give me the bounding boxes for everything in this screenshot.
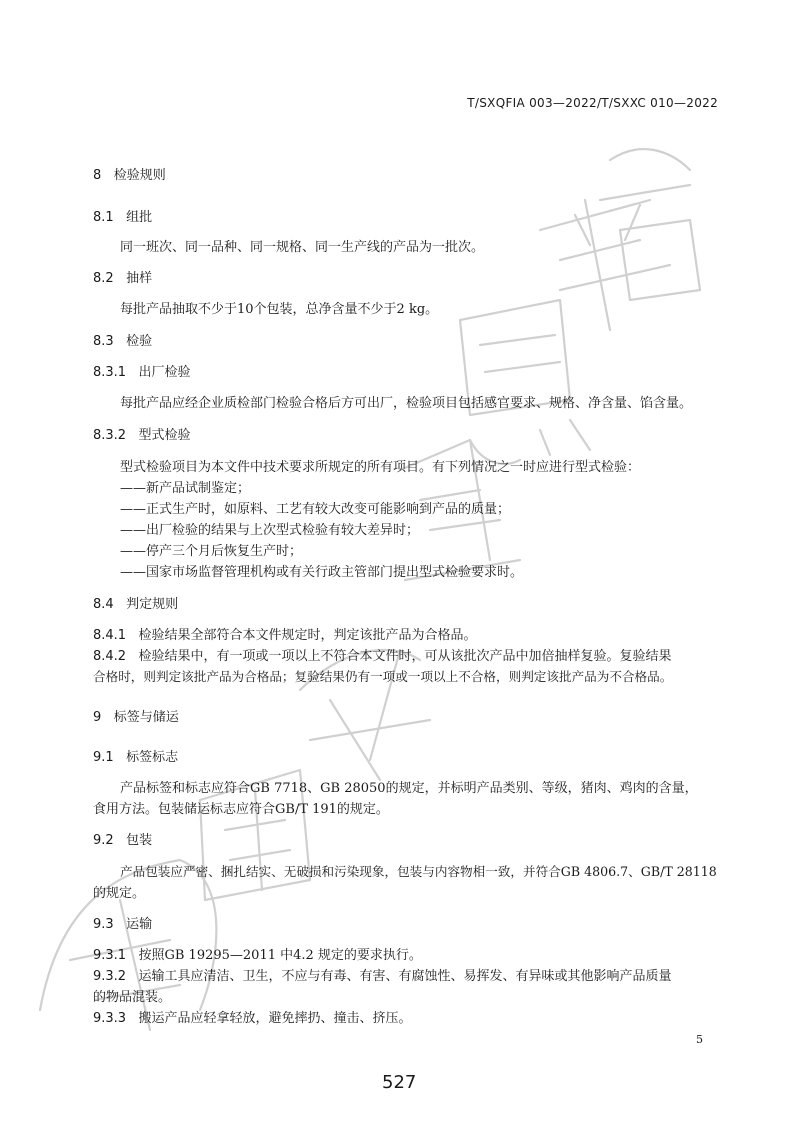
section-8-4-2-cont: 合格时，则判定该批产品为合格品；复验结果仍有一项或一项以上不合格，则判定该批产品为不合格品。: [93, 669, 673, 684]
section-number: 8.3.2: [93, 428, 127, 443]
section-9-3-2-cont: 的物品混装。: [93, 990, 172, 1005]
section-number: 8.4: [93, 597, 114, 612]
section-9-3-3: [93, 1007, 412, 1026]
section-9-2-text-cont: 的规定。: [93, 886, 146, 901]
section-8-1-text: 同一班次、同一品种、同一规格、同一生产线的产品为一批次。: [120, 240, 485, 255]
section-number: 8.3.1: [93, 365, 127, 380]
section-8-4-heading: [93, 593, 178, 612]
section-9-2-heading: [93, 829, 152, 848]
section-number: 9.3.1: [93, 948, 127, 963]
section-9-3-heading: [93, 913, 152, 932]
section-8-3-1-heading: [93, 361, 191, 380]
section-8-2-text: 每批产品抽取不少于10个包装，总净含量不少于2 kg。: [120, 302, 439, 317]
section-title: 型式检验: [138, 428, 191, 443]
section-title: 组批: [126, 210, 153, 225]
list-item: ——出厂检验的结果与上次型式检验有较大差异时；: [120, 523, 420, 538]
section-number: 9.3.2: [93, 969, 127, 984]
section-9-heading: [93, 706, 179, 725]
clause-text: 检验结果中，有一项或一项以上不符合本文件时，可从该批次产品中加倍抽样复验。复验结果: [138, 649, 672, 664]
section-number: 8.1: [93, 210, 114, 225]
section-9-3-1: [93, 944, 422, 963]
section-9-2-text: 产品包装应严密、捆扎结实、无破损和污染现象，包装与内容物相一致，并符合GB 4806.7、GB/T 28118: [120, 864, 717, 879]
clause-text: 按照GB 19295—2011 中4.2 规定的要求执行。: [138, 948, 422, 963]
section-number: 8.2: [93, 271, 114, 286]
list-item: ——国家市场监督管理机构或有关行政主管部门提出型式检验要求时。: [120, 565, 524, 580]
section-title: 包装: [126, 833, 153, 848]
section-number: 8.4.1: [93, 628, 127, 643]
section-9-1-text: 产品标签和标志应符合GB 7718、GB 28050的规定，并标明产品类别、等级，猪肉、鸡肉的含量，: [120, 781, 698, 796]
clause-text: 检验结果全部符合本文件规定时，判定该批产品为合格品。: [138, 628, 477, 643]
clause-text: 运输工具应清洁、卫生，不应与有毒、有害、有腐蚀性、易挥发、有异味或其他影响产品质量: [138, 969, 672, 984]
section-title: 出厂检验: [138, 365, 191, 380]
section-number: 9.1: [93, 750, 114, 765]
section-number: 9.3: [93, 917, 114, 932]
section-title: 标签与储运: [113, 710, 179, 725]
section-number: 8: [93, 168, 102, 183]
section-8-4-1: [93, 624, 477, 643]
clause-text: 搬运产品应轻拿轻放，避免摔扔、撞击、挤压。: [138, 1011, 412, 1026]
section-8-1-heading: [93, 206, 152, 225]
section-title: 标签标志: [126, 750, 179, 765]
section-8-3-2-heading: [93, 424, 191, 443]
page-number: 5: [696, 1033, 703, 1046]
section-title: 抽样: [126, 271, 153, 286]
section-title: 运输: [126, 917, 153, 932]
section-title: 判定规则: [126, 597, 179, 612]
section-8-2-heading: [93, 267, 152, 286]
list-item: ——正式生产时，如原料、工艺有较大改变可能影响到产品的质量；: [120, 502, 511, 517]
list-item: ——新产品试制鉴定；: [120, 481, 251, 496]
section-9-3-2: [93, 965, 672, 984]
section-9-1-heading: [93, 746, 178, 765]
section-8-3-1-text: 每批产品应经企业质检部门检验合格后方可出厂，检验项目包括感官要求、规格、净含量、馅含量。: [120, 396, 693, 411]
section-8-3-2-intro: 型式检验项目为本文件中技术要求所规定的所有项目。有下列情况之一时应进行型式检验：: [120, 460, 641, 475]
document-code: T/SXQFIA 003—2022/T/SXXC 010—2022: [467, 96, 718, 110]
section-number: 9.2: [93, 833, 114, 848]
section-8-3-heading: [93, 330, 152, 349]
section-number: 8.3: [93, 334, 114, 349]
list-item: ——停产三个月后恢复生产时；: [120, 544, 303, 559]
section-number: 8.4.2: [93, 649, 127, 664]
section-8-heading: [93, 164, 166, 183]
section-9-1-text-cont: 食用方法。包装储运标志应符合GB/T 191的规定。: [93, 802, 389, 817]
sheet-number: 527: [382, 1072, 417, 1093]
section-title: 检验: [126, 334, 153, 349]
section-8-4-2: [93, 645, 672, 664]
section-number: 9: [93, 710, 102, 725]
section-title: 检验规则: [113, 168, 166, 183]
section-number: 9.3.3: [93, 1011, 127, 1026]
